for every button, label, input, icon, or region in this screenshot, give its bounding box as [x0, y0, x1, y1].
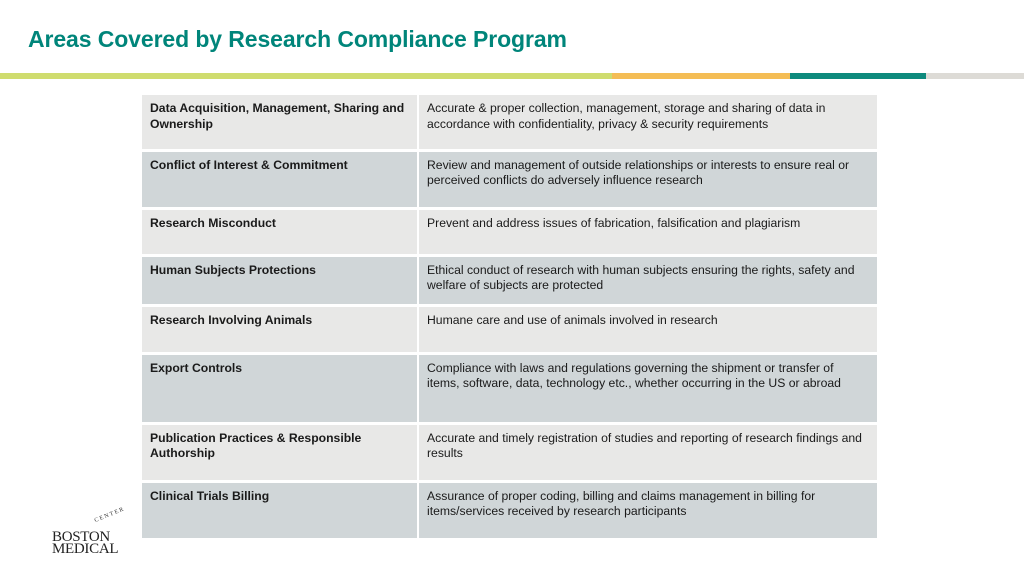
table-row: [142, 423, 877, 481]
table-row: [142, 481, 877, 539]
area-name-cell: Conflict of Interest & Commitment: [142, 150, 418, 208]
area-name-cell: Research Involving Animals: [142, 305, 418, 353]
area-description-cell: Prevent and address issues of fabrication, falsification and plagiarism: [418, 208, 877, 255]
area-name-cell: Research Misconduct: [142, 208, 418, 255]
stripe-segment-teal: [790, 73, 926, 79]
area-description-cell: Review and management of outside relationships or interests to ensure real or perceived conflicts do adversely influence research: [418, 150, 877, 208]
area-description-cell: Assurance of proper coding, billing and claims management in billing for items/services received by research participants: [418, 481, 877, 539]
area-name-cell: Export Controls: [142, 353, 418, 423]
area-name-cell: Clinical Trials Billing: [142, 481, 418, 539]
header-divider-stripe: [0, 73, 1024, 79]
area-description-cell: Ethical conduct of research with human subjects ensuring the rights, safety and welfare of subjects are protected: [418, 255, 877, 305]
area-description-cell: Accurate & proper collection, management, storage and sharing of data in accordance with confidentiality, privacy & security requirements: [418, 95, 877, 150]
area-description-cell: Accurate and timely registration of studies and reporting of research findings and results: [418, 423, 877, 481]
table-row: [142, 150, 877, 208]
stripe-segment-gray: [926, 73, 1024, 79]
compliance-areas-table: [142, 95, 877, 541]
table-row: [142, 353, 877, 423]
area-name-cell: Data Acquisition, Management, Sharing and Ownership: [142, 95, 418, 150]
table-row: [142, 305, 877, 353]
boston-medical-center-logo: [52, 506, 130, 558]
area-description-cell: Humane care and use of animals involved in research: [418, 305, 877, 353]
logo-line-boston: BOSTON: [52, 529, 110, 545]
table-row: [142, 95, 877, 150]
logo-line-medical: MEDICAL: [52, 541, 119, 557]
area-description-cell: Compliance with laws and regulations governing the shipment or transfer of items, software, data, technology etc., whether occurring in the US or abroad: [418, 353, 877, 423]
area-name-cell: Human Subjects Protections: [142, 255, 418, 305]
table-row: [142, 255, 877, 305]
table-row: [142, 208, 877, 255]
area-name-cell: Publication Practices & Responsible Authorship: [142, 423, 418, 481]
page-title: Areas Covered by Research Compliance Program: [28, 26, 567, 52]
stripe-segment-orange: [612, 73, 790, 79]
logo-arc-text: CENTER: [93, 506, 126, 524]
stripe-segment-green: [0, 73, 612, 79]
